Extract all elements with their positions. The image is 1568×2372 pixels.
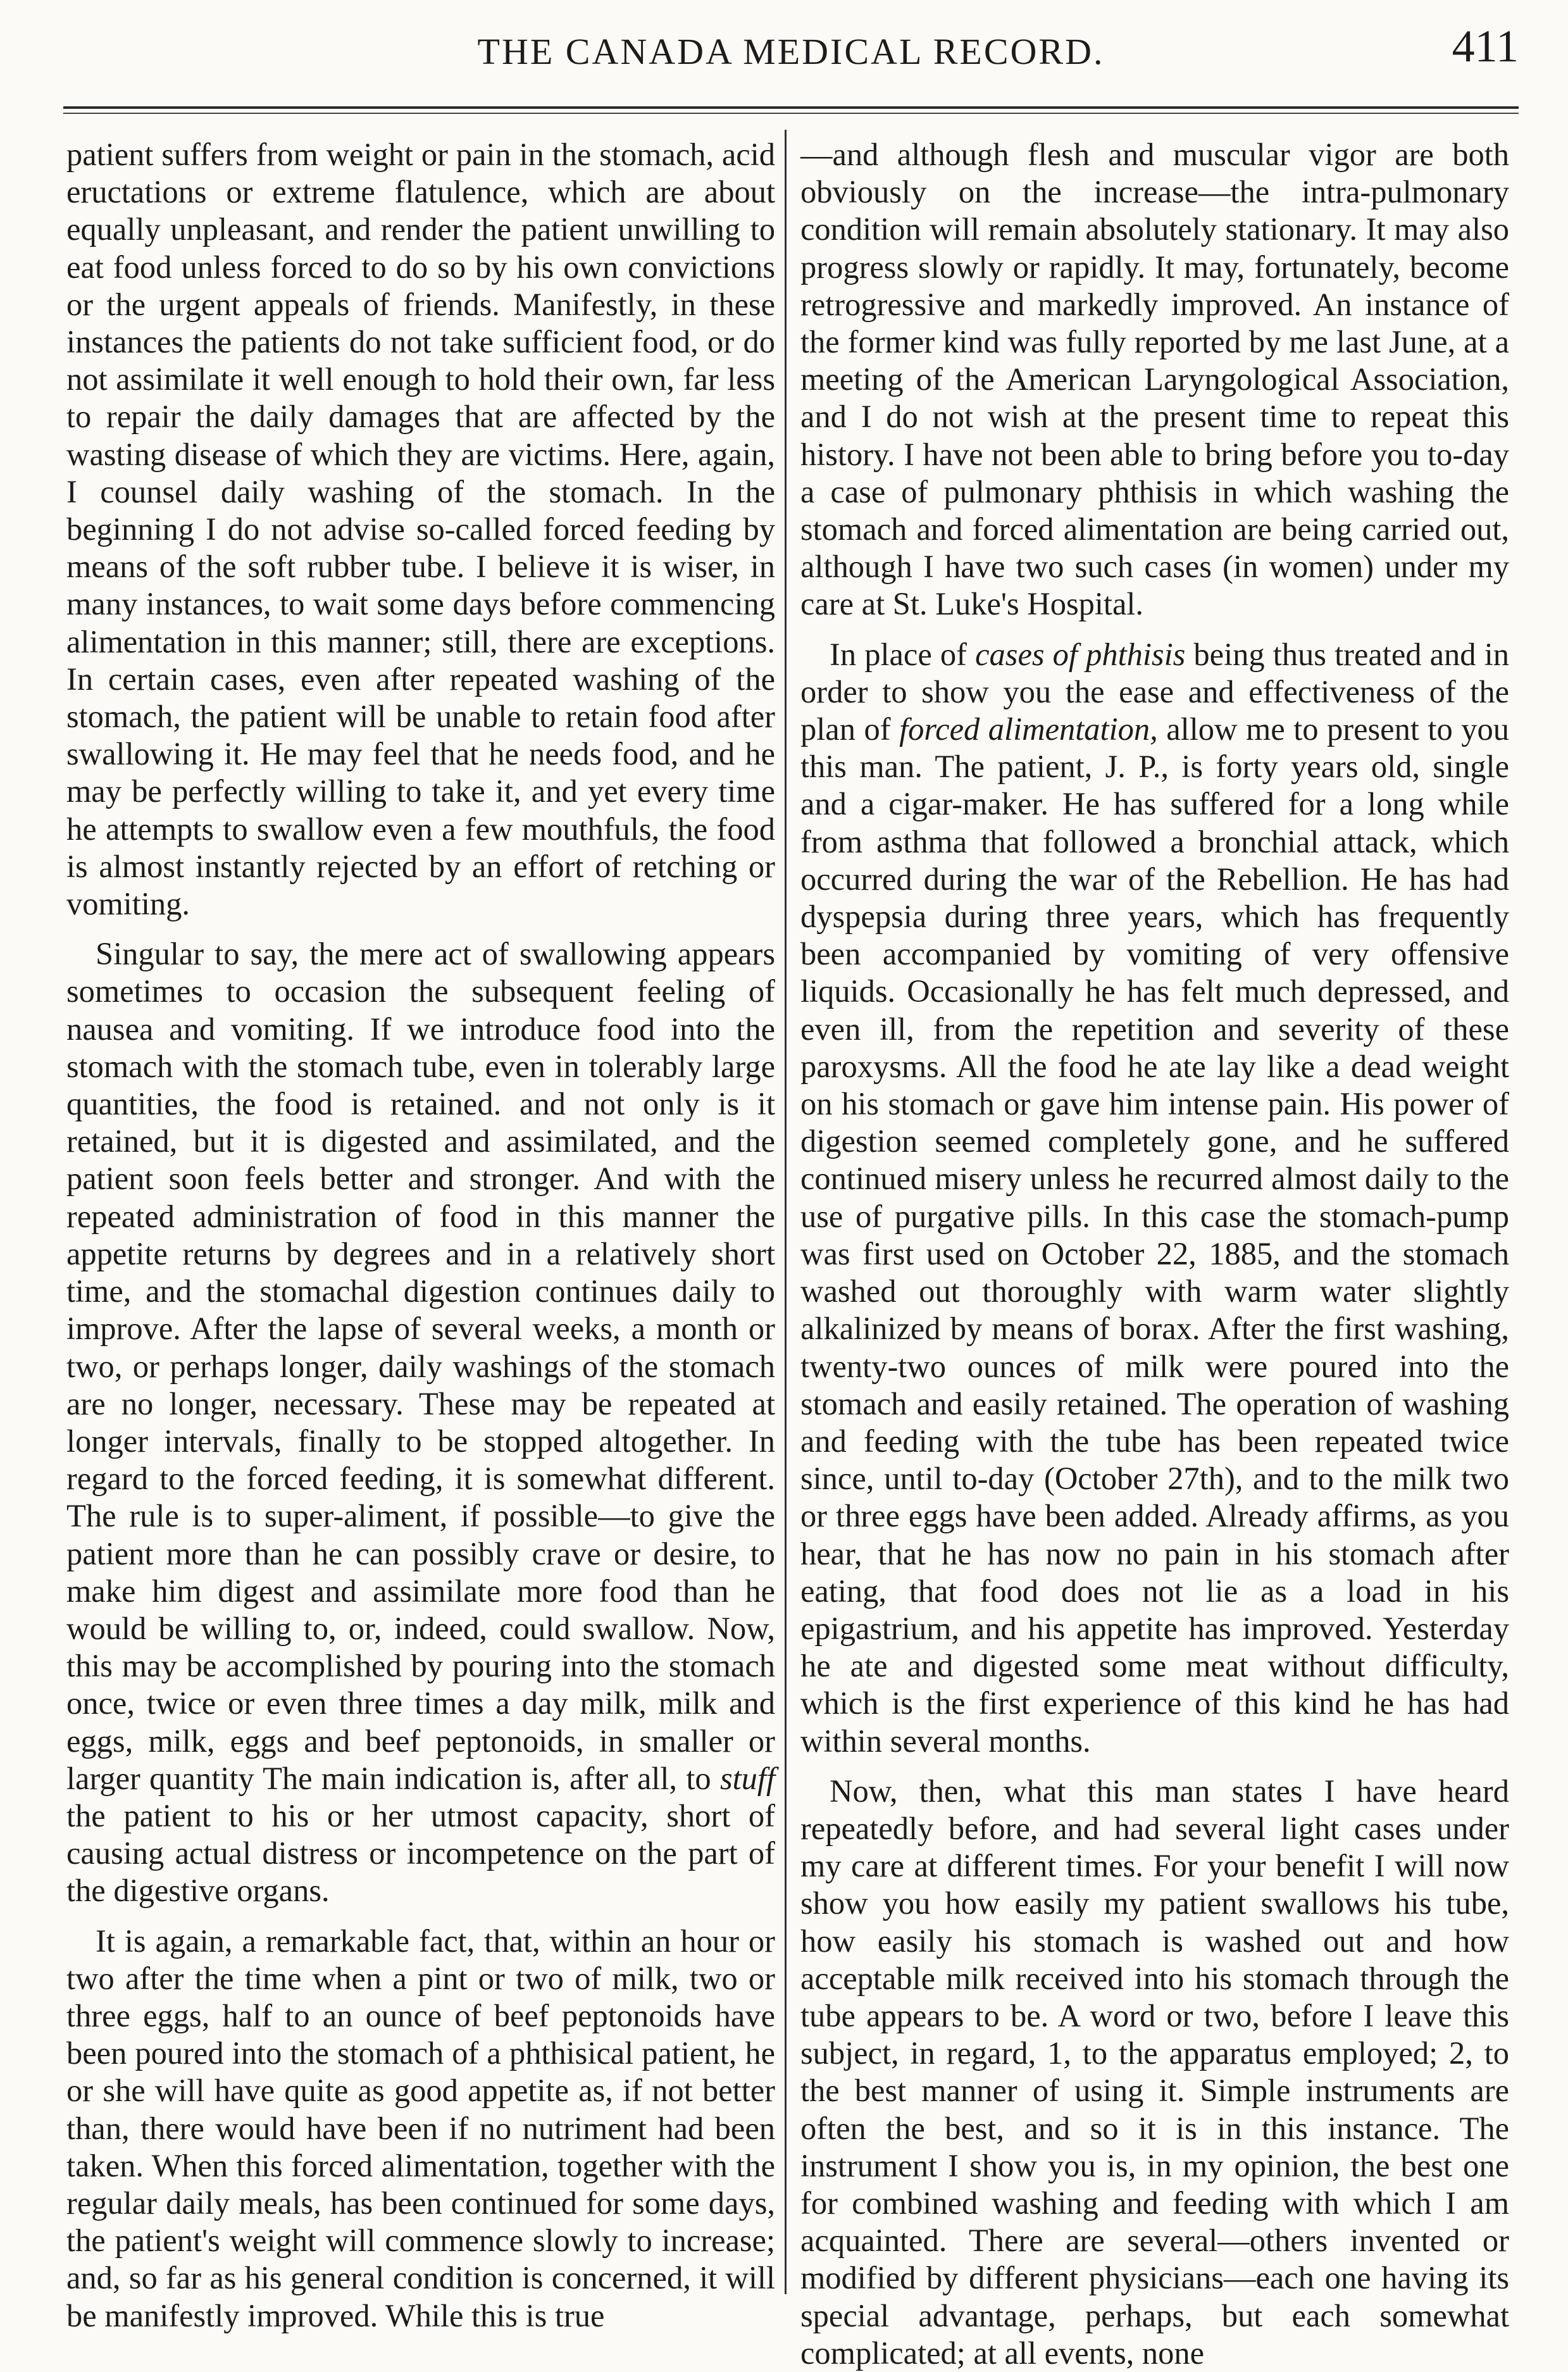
right-paragraph-2 — [800, 636, 1509, 1760]
column-divider — [785, 130, 787, 2294]
right-paragraph-2-text-a: In place of — [830, 636, 976, 672]
left-paragraph-2-italic: stuff — [720, 1760, 775, 1796]
right-paragraph-2-text-c: allow me to present to you this man. The patient, J. P., is forty years old, single and a cigar-maker. He has suffered for a long while from asthma that followed a bronchial attack, which occurred during the war of the Rebellion. He has had dyspepsia during three years, which has frequently been accompanied by vomiting of very offensive liquids. Occasionally he has felt much depressed, and even ill, from the repetition and severity of these paroxysms. All the food he ate lay like a dead weight on his stomach or gave him intense pain. His power of digestion seemed completely gone, and he suffered continued misery unless he recurred almost daily to the use of purgative pills. In this case the stomach-pump was first used on October 22, 1885, and the stomach washed out thoroughly with warm water slightly alkalinized by means of borax. After the first washing, twenty-two ounces of milk were poured into the stomach and easily retained. The operation of washing and feeding with the tube has been repeated twice since, until to-day (October 27th), and to the milk two or three eggs have been added. Already affirms, as you hear, that he has now no pain in his stomach after eating, that food does not lie as a load in his epigastrium, and his appetite has improved. Yesterday he ate and digested some meat without difficulty, which is the first experience of this kind he has had within several months. — [800, 711, 1509, 1759]
left-column — [66, 136, 775, 2333]
left-paragraph-2 — [66, 935, 775, 1909]
left-paragraph-2-text-a: Singular to say, the mere act of swallowing appears sometimes to occasion the subsequent feeling of nausea and vomiting. If we introduce food into the stomach with the stomach tube, even in tolerably large quantities, the food is retained. and not only is it retained, but it is digested and assimilated, and the patient soon feels better and stronger. And with the repeated administration of food in this manner the appetite returns by degrees and in a relatively short time, and the stomachal digestion continues daily to improve. After the lapse of several weeks, a month or two, or perhaps longer, daily washings of the stomach are no longer, necessary. These may be repeated at longer intervals, finally to be stopped altogether. In regard to the forced feeding, it is somewhat different. The rule is to super-aliment, if possible—to give the patient more than he can possibly crave or desire, to make him digest and assimilate more food than he would be willing to, or, indeed, could swallow. Now, this may be accomplished by pouring into the stomach once, twice or even three times a day milk, milk and eggs, milk, eggs and beef peptonoids, in smaller or larger quantity The main indication is, after all, to — [66, 936, 775, 1796]
right-paragraph-2-italic-2: forced alimentation, — [899, 711, 1158, 747]
left-paragraph-3: It is again, a remarkable fact, that, within an hour or two after the time when a pint or two of milk, two or three eggs, half to an ounce of beef peptonoids have been poured into the stomach of a phthisical patient, he or she will have quite as good appetite as, if not better than, there would have been if no nutriment had been taken. When this forced alimentation, together with the regular daily meals, has been continued for some days, the patient's weight will commence slowly to increase; and, so far as his general condition is concerned, it will be manifestly improved. While this is true — [66, 1923, 775, 2333]
journal-title: THE CANADA MEDICAL RECORD. — [477, 31, 1105, 72]
right-paragraph-2-italic-1: cases of phthisis — [975, 636, 1186, 672]
left-paragraph-2-text-b: the patient to his or her utmost capacity, short of causing actual distress or incompetence on the part of the digestive organs. — [66, 1797, 775, 1909]
running-head — [63, 11, 1519, 81]
right-column — [800, 136, 1509, 2371]
header-rule — [63, 106, 1519, 109]
left-paragraph-1: patient suffers from weight or pain in the stomach, acid eructations or extreme flatulence, which are about equally unpleasant, and render the patient unwilling to eat food unless forced to do so by his own convictions or the urgent appeals of friends. Manifestly, in these instances the patients do not take sufficient food, or do not assimilate it well enough to hold their own, far less to repair the daily damages that are affected by the wasting disease of which they are victims. Here, again, I counsel daily washing of the stomach. In the beginning I do not advise so-called forced feeding by means of the soft rubber tube. I believe it is wiser, in many instances, to wait some days before commencing alimentation in this manner; still, there are exceptions. In certain cases, even after repeated washing of the stomach, the patient will be unable to retain food after swallowing it. He may feel that he needs food, and he may be perfectly willing to take it, and yet every time he attempts to swallow even a few mouthfuls, the food is almost instantly rejected by an effort of retching or vomiting. — [66, 137, 775, 922]
right-paragraph-1: —and although flesh and muscular vigor are both obviously on the increase—the intra-pulmonary condition will remain absolutely stationary. It may also progress slowly or rapidly. It may, fortunately, become retrogressive and markedly improved. An instance of the former kind was fully reported by me last June, at a meeting of the American Laryngological Association, and I do not wish at the present time to repeat this history. I have not been able to bring before you to-day a case of pulmonary phthisis in which washing the stomach and forced alimentation are being carried out, although I have two such cases (in women) under my care at St. Luke's Hospital. — [800, 137, 1509, 622]
header-rule-thin — [63, 113, 1519, 114]
page-number: 411 — [1452, 21, 1519, 72]
right-paragraph-2-text-b: being thus treated and in order to show you the ease and effectiveness of the plan of — [800, 636, 1509, 747]
right-paragraph-3: Now, then, what this man states I have heard repeatedly before, and had several light cases under my care at different times. For your benefit I will now show you how easily my patient swallows his tube, how easily his stomach is washed out and how acceptable milk received into his stomach through the tube appears to be. A word or two, before I leave this subject, in regard, 1, to the apparatus employed; 2, to the best manner of using it. Simple instruments are often the best, and so it is in this instance. The instrument I show you is, in my opinion, the best one for combined washing and feeding with which I am acquainted. There are several—others invented or modified by different physicians—each one having its special advantage, perhaps, but each somewhat complicated; at all events, none — [800, 1773, 1509, 2371]
